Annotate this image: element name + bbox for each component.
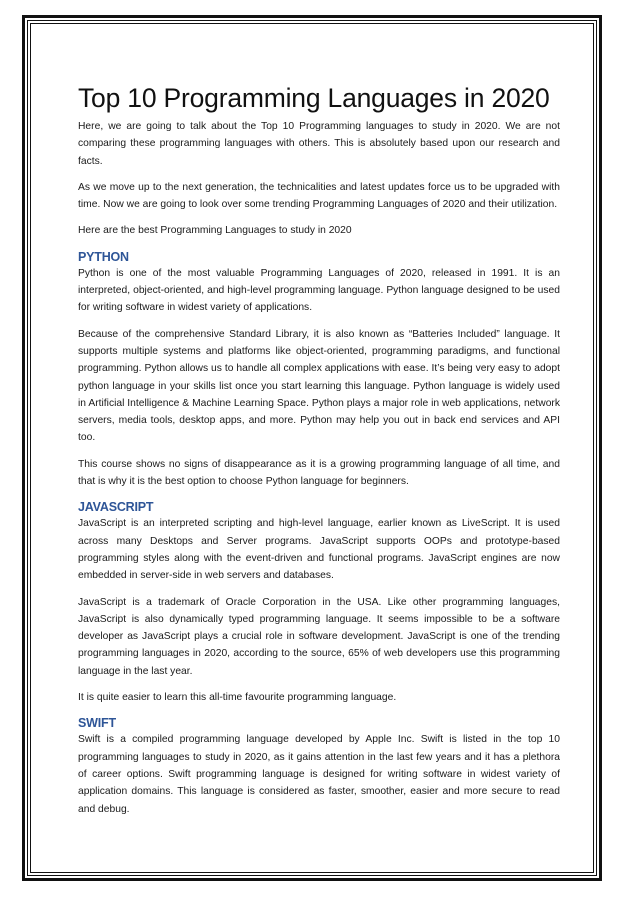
intro-paragraph-2: As we move up to the next generation, the technicalities and latest updates force us to be upgraded with time. Now we are going to look over some trending Programming Languages of 2020 and their utilization. [78,181,560,211]
javascript-paragraph-1: JavaScript is an interpreted scripting and high-level language, earlier known as LiveScript. It is used across many Desktops and Server programs. JavaScript supports OOPs and prototype-based programming styles along with the event-driven and functional programs. JavaScript engines are now embedded in server-side in web servers and databases. [78,518,560,582]
section-heading-python: PYTHON [78,249,129,264]
javascript-paragraph-2: JavaScript is a trademark of Oracle Corporation in the USA. Like other programming languages, JavaScript is also dynamically typed programming language. It seems impossible to be a software developer as JavaScript plays a crucial role in software development. JavaScript is one of the trending programming languages in 2020, according to the source, 65% of web developers use this programming language in the last year. [78,596,560,677]
intro-paragraph-3: Here are the best Programming Languages to study in 2020 [78,225,352,237]
swift-paragraph-1: Swift is a compiled programming language developed by Apple Inc. Swift is listed in the top 10 programming languages to study in 2020, as it gains attention in the last few years and it has a plethora of career options. Swift programming language is designed for writing software in widest variety of application domains. This language is considered as faster, smoother, easier and more secure to read and debug. [78,734,560,815]
python-paragraph-2: Because of the comprehensive Standard Library, it is also known as “Batteries Included” language. It supports multiple systems and platforms like object-oriented, programming paradigms, and functional programming. Python allows us to handle all complex applications with ease. It’s being very easy to adopt python language in your skills list once you start learning this language. Python language is widely used in Artificial Intelligence & Machine Learning Space. Python plays a major role in web applications, network servers, media tools, desktop apps, and more. Python may help you out in back end services and API too. [78,328,560,444]
section-heading-swift: SWIFT [78,716,116,731]
python-paragraph-3: This course shows no signs of disappearance as it is a growing programming language of all time, and that is why it is the best option to choose Python language for beginners. [78,458,560,488]
page-title: Top 10 Programming Languages in 2020 [78,83,550,113]
javascript-paragraph-3: It is quite easier to learn this all-time favourite programming language. [78,692,397,704]
python-paragraph-1: Python is one of the most valuable Programming Languages of 2020, released in 1991. It is an interpreted, object-oriented, and high-level programming language. Python language designed to be used for writing software in widest variety of applications. [78,267,560,314]
section-heading-javascript: JAVASCRIPT [78,500,154,515]
document-body [78,82,560,827]
intro-paragraph-1: Here, we are going to talk about the Top 10 Programming languages to study in 2020. We are not comparing these programming languages with others. This is absolutely based upon our research and facts. [78,121,560,167]
